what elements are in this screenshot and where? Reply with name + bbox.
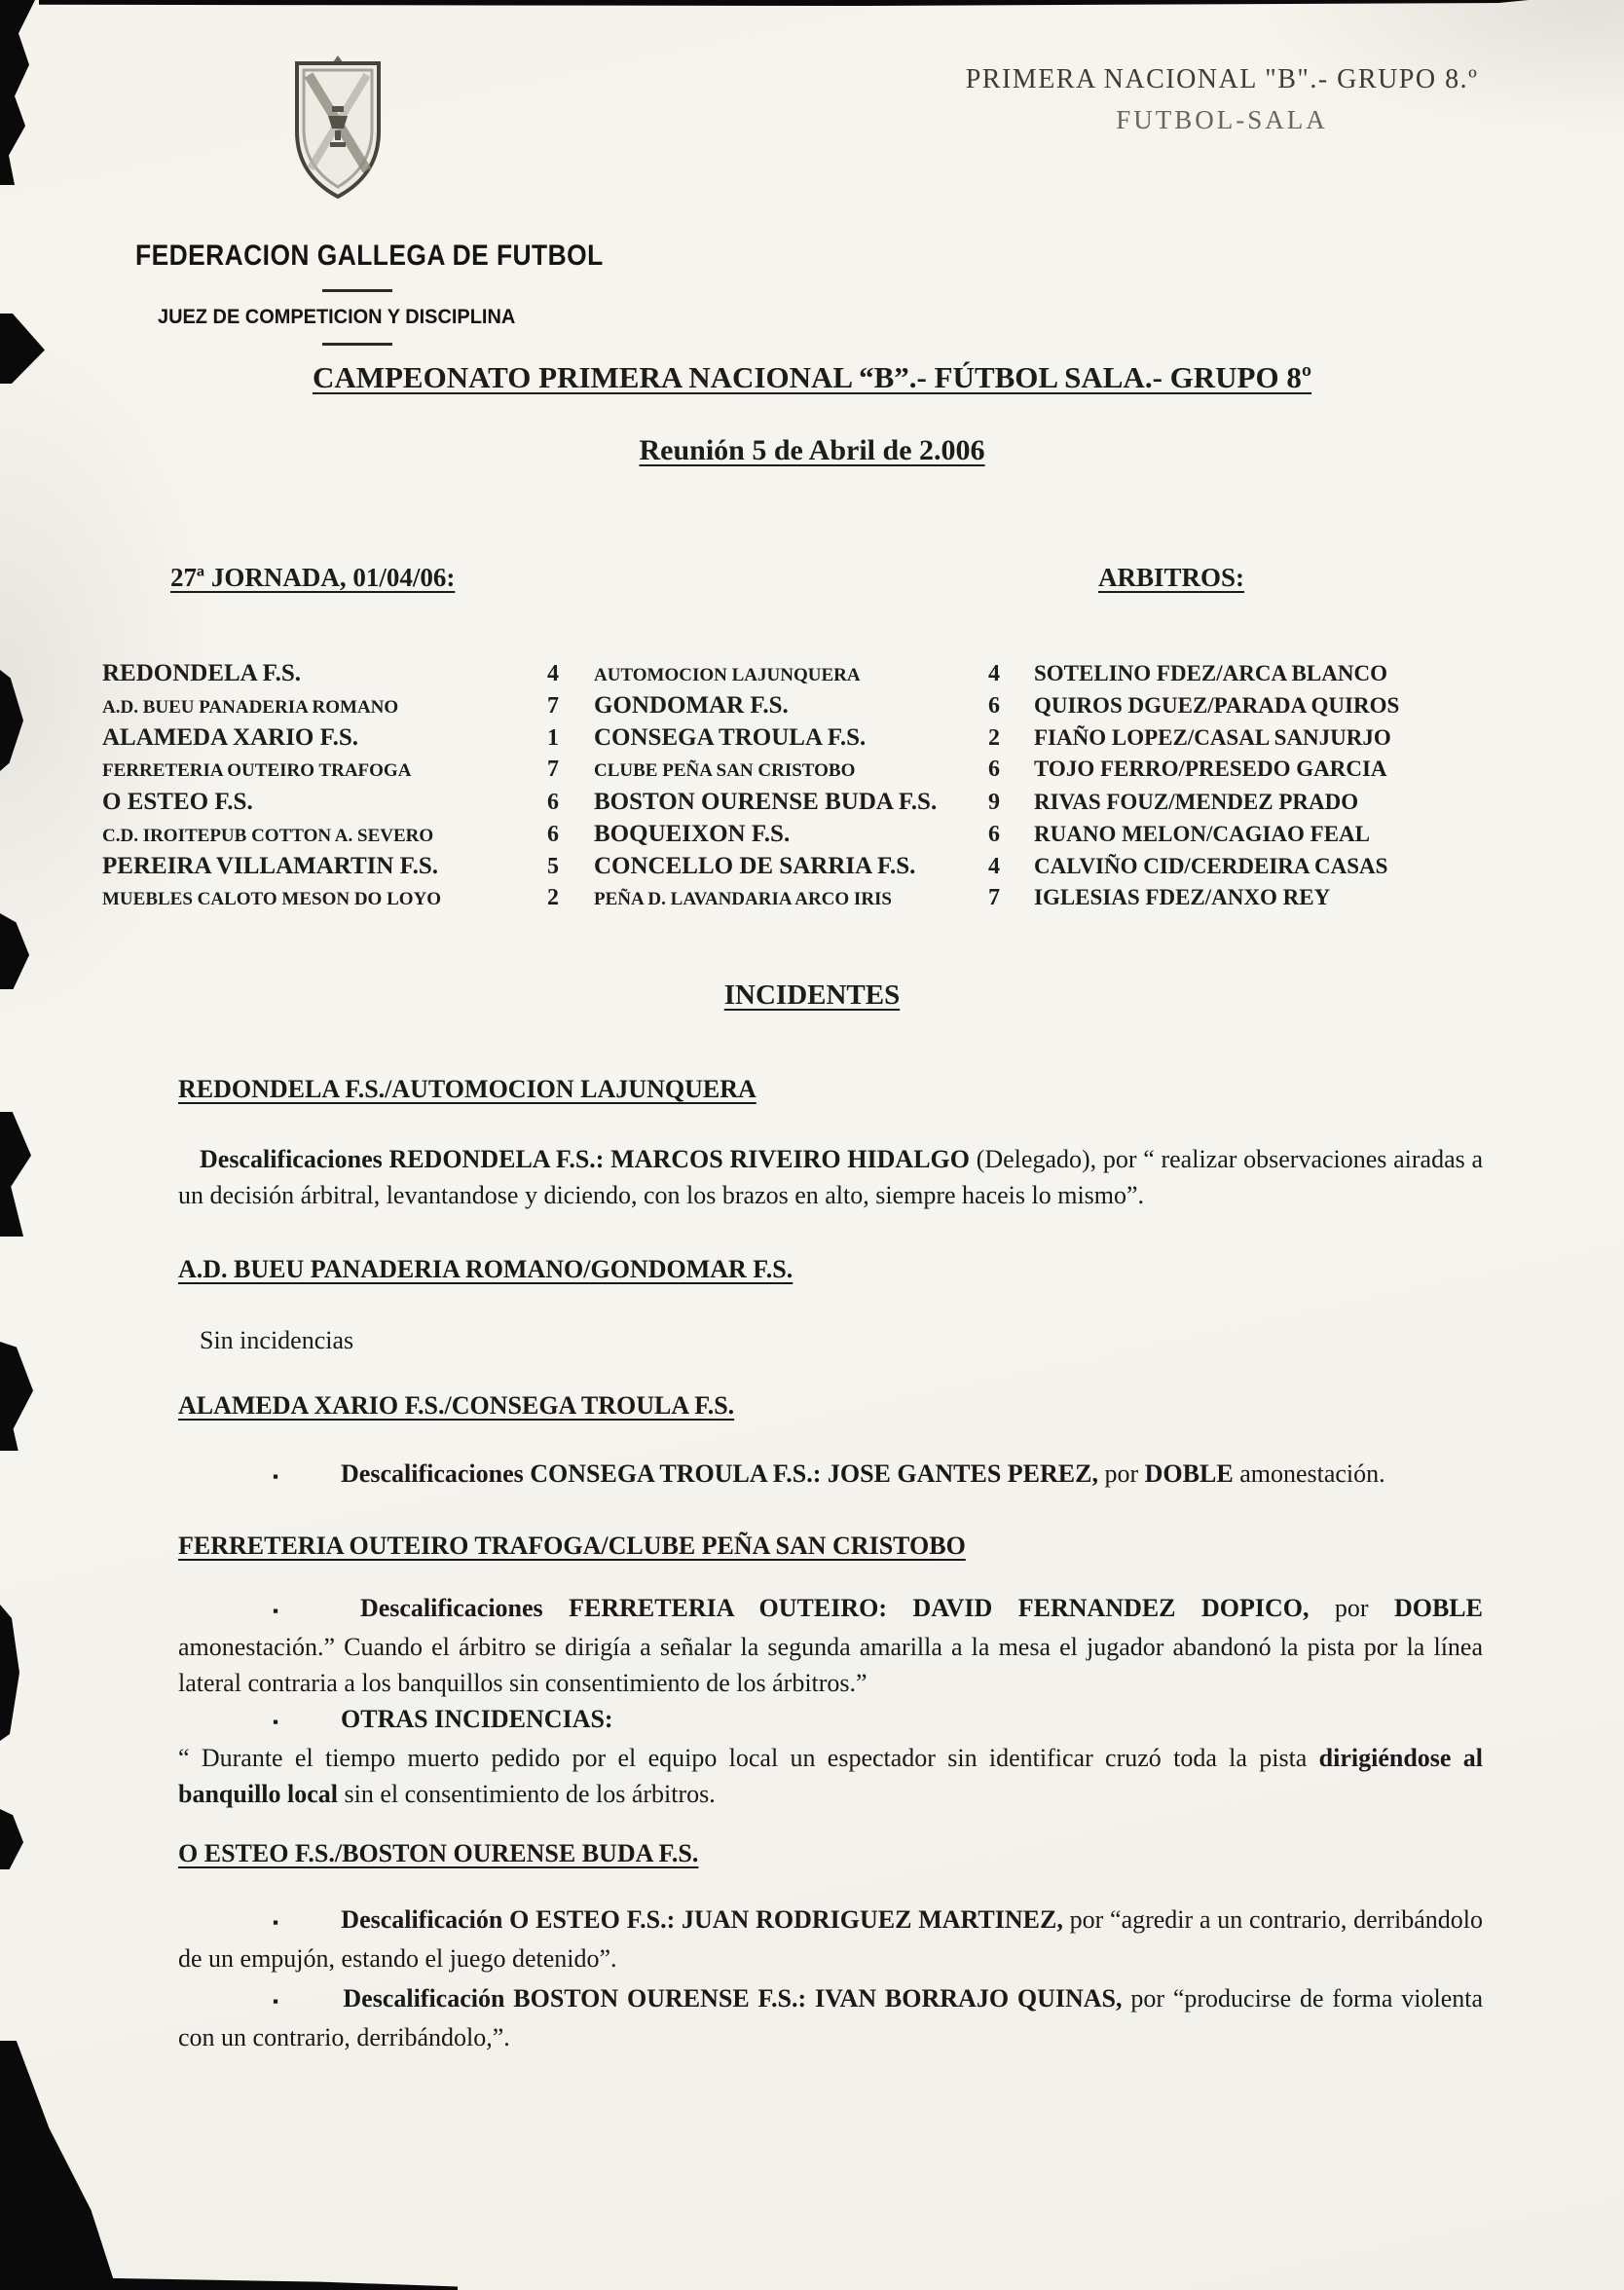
scan-artifact	[0, 913, 29, 989]
incidents-heading-text: INCIDENTES	[723, 979, 901, 1011]
scan-artifact	[0, 2041, 117, 2290]
away-team-cell: CONSEGA TROULA F.S.	[594, 724, 867, 751]
away-score-cell: 6	[988, 757, 1000, 782]
federation-name-text: FEDERACION GALLEGA DE FUTBOL	[135, 240, 604, 272]
incident-paragraph: Descalificaciones REDONDELA F.S.: MARCOS RIVEIRO HIDALGO (Delegado), por “ realizar observaciones airadas a un decisión árbitral, levantandose y diciendo, con los brazos en alto, siempre haceis lo mismo”.	[178, 1145, 1483, 1209]
jornada-label-text: 27ª JORNADA, 01/04/06:	[170, 563, 456, 592]
arbitros-label	[1098, 563, 1244, 593]
incident-section-header: REDONDELA F.S./AUTOMOCION LAJUNQUERA	[178, 1075, 757, 1103]
federation-name	[135, 240, 667, 273]
incidents-body	[178, 1071, 1483, 2055]
scan-artifact	[0, 1809, 23, 1869]
judge-line	[158, 306, 535, 329]
scan-artifact	[0, 2276, 458, 2290]
home-score-cell: 7	[547, 757, 559, 782]
home-score-cell: 7	[547, 693, 559, 719]
away-score-cell: 2	[988, 725, 1000, 751]
scan-artifact	[0, 0, 49, 185]
competition-title: PRIMERA NACIONAL "B".- GRUPO 8.º	[965, 64, 1479, 94]
federation-crest-logo	[289, 54, 387, 202]
match-row	[102, 821, 1514, 853]
away-score-cell: 6	[988, 693, 1000, 719]
incident-bullet-item: ▪ Descalificación O ESTEO F.S.: JUAN RODRIGUEZ MARTINEZ, por “agredir a un contrario, derribándolo de un empujón, estando el juego detenido”.	[178, 1905, 1483, 1973]
incident-section-header: FERRETERIA OUTEIRO TRAFOGA/CLUBE PEÑA SAN CRISTOBO	[178, 1532, 966, 1560]
competition-subtitle: FUTBOL-SALA	[1116, 105, 1328, 134]
incidents-heading	[0, 979, 1624, 1012]
incident-section-header: A.D. BUEU PANADERIA ROMANO/GONDOMAR F.S.	[178, 1255, 794, 1283]
referees-cell: TOJO FERRO/PRESEDO GARCIA	[1034, 757, 1387, 781]
match-row	[102, 853, 1514, 885]
bullet-icon: ▪	[273, 1713, 279, 1731]
scan-artifact	[0, 1605, 19, 1741]
away-score-cell: 4	[988, 854, 1000, 879]
away-team-cell: GONDOMAR F.S.	[594, 692, 789, 719]
incident-paragraph: “ Durante el tiempo muerto pedido por el equipo local un espectador sin identificar cruzó toda la pista dirigiéndose al banquillo local sin el consentimiento de los árbitros.	[178, 1744, 1483, 1808]
incident-section-header: ALAMEDA XARIO F.S./CONSEGA TROULA F.S.	[178, 1391, 735, 1420]
home-team-cell: MUEBLES CALOTO MESON DO LOYO	[102, 889, 442, 909]
bullet-icon: ▪	[273, 1602, 298, 1620]
away-team-cell: PEÑA D. LAVANDARIA ARCO IRIS	[594, 889, 893, 909]
match-row	[102, 692, 1514, 724]
results-table	[102, 660, 1514, 917]
meeting-date-text: Reunión 5 de Abril de 2.006	[639, 434, 985, 466]
away-score-cell: 9	[988, 790, 1000, 815]
document-title-text: CAMPEONATO PRIMERA NACIONAL “B”.- FÚTBOL SALA.- GRUPO 8º	[312, 360, 1312, 394]
away-team-cell: BOQUEIXON F.S.	[594, 821, 791, 847]
match-row	[102, 885, 1514, 917]
match-row	[102, 757, 1514, 789]
referees-cell: CALVIÑO CID/CERDEIRA CASAS	[1034, 854, 1388, 878]
home-score-cell: 4	[547, 661, 559, 686]
referees-cell: SOTELINO FDEZ/ARCA BLANCO	[1034, 661, 1387, 685]
divider	[322, 343, 392, 346]
document-title	[0, 360, 1624, 395]
scan-artifact	[39, 0, 1529, 6]
scan-artifact	[0, 670, 23, 771]
shield-icon	[289, 54, 387, 202]
bullet-icon: ▪	[273, 1992, 281, 2011]
match-row	[102, 789, 1514, 821]
judge-line-text: JUEZ DE COMPETICION Y DISCIPLINA	[158, 306, 516, 328]
match-row	[102, 660, 1514, 692]
home-team-cell: O ESTEO F.S.	[102, 789, 253, 815]
away-team-cell: BOSTON OURENSE BUDA F.S.	[594, 789, 938, 815]
arbitros-label-text: ARBITROS:	[1098, 563, 1245, 592]
referees-cell: RUANO MELON/CAGIAO FEAL	[1034, 822, 1371, 846]
home-team-cell: A.D. BUEU PANADERIA ROMANO	[102, 697, 399, 718]
incident-paragraph: Sin incidencias	[200, 1326, 354, 1354]
home-team-cell: C.D. IROITEPUB COTTON A. SEVERO	[102, 826, 434, 846]
incident-bullet-item: ▪ Descalificaciones FERRETERIA OUTEIRO: DAVID FERNANDEZ DOPICO, por DOBLE amonestación.” Cuando el árbitro se dirigía a señalar la segunda amarilla a la mesa el jugador abandonó la pista por la línea lateral contraria a los banquillos sin consentimiento de los árbitros.”	[178, 1594, 1483, 1697]
home-team-cell: PEREIRA VILLAMARTIN F.S.	[102, 853, 439, 879]
bullet-icon: ▪	[273, 1913, 279, 1932]
home-score-cell: 1	[547, 725, 559, 751]
incident-bullet-item: ▪ Descalificaciones CONSEGA TROULA F.S.: JOSE GANTES PEREZ, por DOBLE amonestación.	[273, 1459, 1385, 1488]
competition-header	[925, 64, 1519, 135]
referees-cell: IGLESIAS FDEZ/ANXO REY	[1034, 885, 1331, 909]
away-team-cell: CONCELLO DE SARRIA F.S.	[594, 853, 916, 879]
meeting-date	[0, 434, 1624, 467]
incident-section-header: O ESTEO F.S./BOSTON OURENSE BUDA F.S.	[178, 1839, 699, 1867]
away-team-cell: CLUBE PEÑA SAN CRISTOBO	[594, 760, 856, 781]
referees-cell: QUIROS DGUEZ/PARADA QUIROS	[1034, 693, 1400, 718]
jornada-label	[170, 563, 455, 593]
away-score-cell: 6	[988, 822, 1000, 847]
home-team-cell: FERRETERIA OUTEIRO TRAFOGA	[102, 760, 412, 781]
scan-artifact	[0, 1112, 31, 1237]
home-score-cell: 5	[547, 854, 559, 879]
home-score-cell: 6	[547, 822, 559, 847]
bullet-icon: ▪	[273, 1467, 279, 1486]
referees-cell: FIAÑO LOPEZ/CASAL SANJURJO	[1034, 725, 1391, 750]
away-team-cell: AUTOMOCION LAJUNQUERA	[594, 665, 861, 685]
home-score-cell: 2	[547, 885, 559, 910]
match-row	[102, 724, 1514, 757]
incident-bullet-item: ▪ OTRAS INCIDENCIAS:	[273, 1705, 613, 1733]
incident-bullet-item: ▪ Descalificación BOSTON OURENSE F.S.: IVAN BORRAJO QUINAS, por “producirse de forma violenta con un contrario, derribándolo,”.	[178, 1984, 1484, 2051]
home-score-cell: 6	[547, 790, 559, 815]
away-score-cell: 4	[988, 661, 1000, 686]
referees-cell: RIVAS FOUZ/MENDEZ PRADO	[1034, 790, 1359, 814]
home-team-cell: REDONDELA F.S.	[102, 660, 301, 686]
divider	[322, 289, 392, 292]
scan-artifact	[0, 1342, 33, 1451]
away-score-cell: 7	[988, 885, 1000, 910]
home-team-cell: ALAMEDA XARIO F.S.	[102, 724, 359, 751]
